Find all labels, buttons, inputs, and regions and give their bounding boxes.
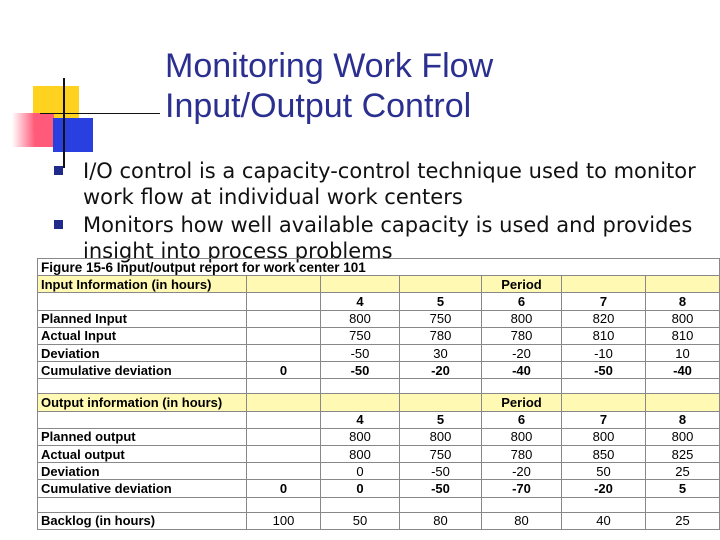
cell-value: -50 xyxy=(321,362,400,379)
row-label: Planned Input xyxy=(38,310,247,327)
cell-value: 750 xyxy=(321,327,400,344)
output-data-row xyxy=(38,446,720,463)
output-data-row xyxy=(38,480,720,497)
logo-blue-square xyxy=(53,118,93,152)
blank-cell xyxy=(562,276,646,293)
blank-cell xyxy=(646,276,720,293)
input-header-row xyxy=(38,276,720,293)
period-number: 5 xyxy=(400,411,482,428)
cell-value: -50 xyxy=(400,463,482,480)
period-number: 7 xyxy=(562,411,646,428)
logo-red-square xyxy=(12,113,54,147)
blank-cell xyxy=(562,394,646,411)
title-line-1: Monitoring Work Flow xyxy=(165,47,494,85)
cell-value: 810 xyxy=(562,327,646,344)
period-label: Period xyxy=(482,276,562,293)
cell-value: -50 xyxy=(400,480,482,497)
blank-cell xyxy=(646,497,720,512)
cell-value: 780 xyxy=(400,327,482,344)
square-bullet-icon xyxy=(54,166,63,175)
cell-value: -50 xyxy=(562,362,646,379)
cell-value: -50 xyxy=(321,344,400,361)
backlog-value: 25 xyxy=(646,512,720,529)
row-label: Deviation xyxy=(38,344,247,361)
blank-cell xyxy=(400,497,482,512)
blank-cell xyxy=(400,379,482,394)
blank-cell xyxy=(247,379,321,394)
blank-cell xyxy=(646,394,720,411)
period-number: 4 xyxy=(321,293,400,310)
cell-value: -20 xyxy=(400,362,482,379)
cell-value: 800 xyxy=(562,428,646,445)
output-period-row xyxy=(38,411,720,428)
bullet-text: Monitors how well available capacity is used and provides insight into process problems xyxy=(83,213,693,263)
cell-value: 800 xyxy=(400,428,482,445)
cell-value: -40 xyxy=(482,362,562,379)
blank-cell xyxy=(400,276,482,293)
figure-title-row xyxy=(38,259,720,276)
io-report-table xyxy=(37,258,720,530)
cell-value: -10 xyxy=(562,344,646,361)
cell-value: 800 xyxy=(321,446,400,463)
start-value xyxy=(247,428,321,445)
bullet-text: I/O control is a capacity-control technique used to monitor work flow at individual work centers xyxy=(83,159,696,209)
cell-value: 750 xyxy=(400,310,482,327)
start-value xyxy=(247,344,321,361)
period-label: Period xyxy=(482,394,562,411)
output-data-row xyxy=(38,428,720,445)
cell-value: 0 xyxy=(321,480,400,497)
backlog-row xyxy=(38,512,720,529)
blank-cell xyxy=(38,411,247,428)
row-label: Deviation xyxy=(38,463,247,480)
row-label: Cumulative deviation xyxy=(38,480,247,497)
logo-horizontal-line xyxy=(40,113,160,114)
period-number: 8 xyxy=(646,293,720,310)
start-value: 0 xyxy=(247,362,321,379)
cell-value: 5 xyxy=(646,480,720,497)
cell-value: -20 xyxy=(482,344,562,361)
spacer-row xyxy=(38,379,720,394)
start-value xyxy=(247,446,321,463)
period-number: 6 xyxy=(482,411,562,428)
cell-value: 0 xyxy=(321,463,400,480)
blank-cell xyxy=(247,411,321,428)
blank-cell xyxy=(562,379,646,394)
blank-cell xyxy=(321,497,400,512)
title-line-2: Input/Output Control xyxy=(165,87,472,125)
figure-title: Figure 15-6 Input/output report for work center 101 xyxy=(38,259,720,276)
blank-cell xyxy=(400,394,482,411)
row-label: Planned output xyxy=(38,428,247,445)
input-header: Input Information (in hours) xyxy=(38,276,247,293)
backlog-value: 80 xyxy=(400,512,482,529)
blank-cell xyxy=(247,394,321,411)
decorative-logo xyxy=(0,0,110,170)
period-number: 4 xyxy=(321,411,400,428)
slide-title xyxy=(165,46,493,126)
square-bullet-icon xyxy=(54,220,63,229)
cell-value: 800 xyxy=(646,310,720,327)
backlog-value: 40 xyxy=(562,512,646,529)
start-value xyxy=(247,327,321,344)
start-value xyxy=(247,310,321,327)
bullet-list xyxy=(52,158,712,264)
cell-value: 25 xyxy=(646,463,720,480)
blank-cell xyxy=(562,497,646,512)
cell-value: -20 xyxy=(562,480,646,497)
cell-value: -70 xyxy=(482,480,562,497)
period-number: 6 xyxy=(482,293,562,310)
row-label: Cumulative deviation xyxy=(38,362,247,379)
input-period-row xyxy=(38,293,720,310)
blank-cell xyxy=(321,379,400,394)
blank-cell xyxy=(247,293,321,310)
backlog-label: Backlog (in hours) xyxy=(38,512,247,529)
cell-value: 780 xyxy=(482,446,562,463)
blank-cell xyxy=(247,276,321,293)
input-data-row xyxy=(38,344,720,361)
row-label: Actual Input xyxy=(38,327,247,344)
logo-vertical-line xyxy=(63,78,65,168)
bullet-item xyxy=(52,212,712,264)
cell-value: 800 xyxy=(482,428,562,445)
cell-value: 800 xyxy=(321,428,400,445)
blank-cell xyxy=(646,379,720,394)
cell-value: 825 xyxy=(646,446,720,463)
input-data-row xyxy=(38,327,720,344)
cell-value: 800 xyxy=(482,310,562,327)
spacer-row xyxy=(38,497,720,512)
cell-value: 10 xyxy=(646,344,720,361)
period-number: 8 xyxy=(646,411,720,428)
cell-value: 810 xyxy=(646,327,720,344)
start-value xyxy=(247,463,321,480)
cell-value: 800 xyxy=(321,310,400,327)
backlog-value: 50 xyxy=(321,512,400,529)
blank-cell xyxy=(38,497,247,512)
blank-cell xyxy=(38,293,247,310)
backlog-value: 80 xyxy=(482,512,562,529)
blank-cell xyxy=(321,394,400,411)
input-data-row xyxy=(38,310,720,327)
cell-value: 750 xyxy=(400,446,482,463)
blank-cell xyxy=(482,379,562,394)
output-header: Output information (in hours) xyxy=(38,394,247,411)
cell-value: 30 xyxy=(400,344,482,361)
backlog-start: 100 xyxy=(247,512,321,529)
cell-value: 50 xyxy=(562,463,646,480)
bullet-item xyxy=(52,158,712,210)
start-value: 0 xyxy=(247,480,321,497)
cell-value: 780 xyxy=(482,327,562,344)
cell-value: 800 xyxy=(646,428,720,445)
cell-value: -20 xyxy=(482,463,562,480)
blank-cell xyxy=(38,379,247,394)
input-data-row xyxy=(38,362,720,379)
cell-value: -40 xyxy=(646,362,720,379)
cell-value: 850 xyxy=(562,446,646,463)
period-number: 5 xyxy=(400,293,482,310)
cell-value: 820 xyxy=(562,310,646,327)
output-header-row xyxy=(38,394,720,411)
row-label: Actual output xyxy=(38,446,247,463)
blank-cell xyxy=(482,497,562,512)
blank-cell xyxy=(321,276,400,293)
output-data-row xyxy=(38,463,720,480)
period-number: 7 xyxy=(562,293,646,310)
blank-cell xyxy=(247,497,321,512)
